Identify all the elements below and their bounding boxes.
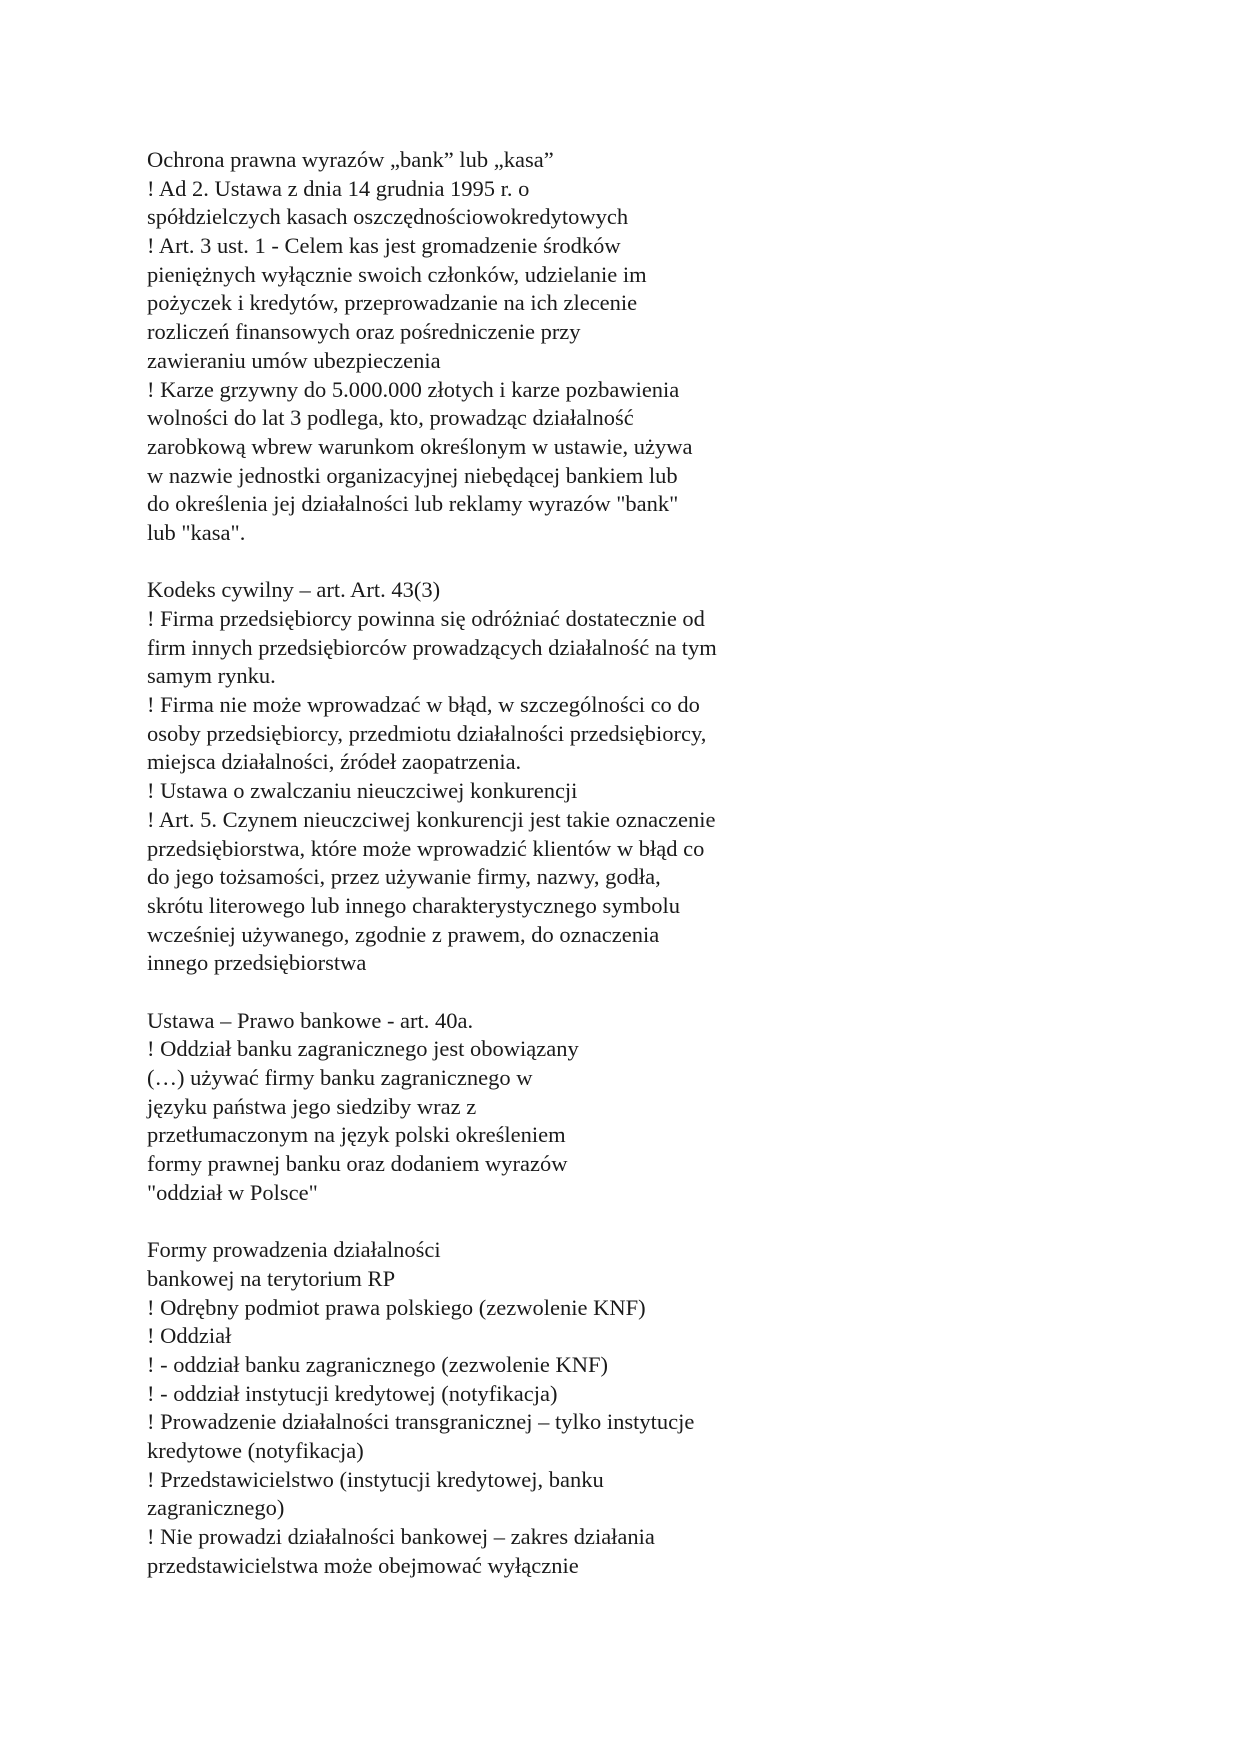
text-line: ! Oddział: [147, 1323, 232, 1349]
text-line: przetłumaczonym na język polski określeniem: [147, 1122, 566, 1148]
text-line: ! Art. 5. Czynem nieuczciwej konkurencji jest takie oznaczenie: [147, 806, 716, 832]
text-line: przedstawicielstwa może obejmować wyłącznie: [147, 1552, 579, 1578]
paragraph-gap: [147, 978, 847, 1007]
text-line: do jego tożsamości, przez używanie firmy, nazwy, godła,: [147, 864, 661, 890]
text-line: języku państwa jego siedziby wraz z: [147, 1093, 477, 1119]
text-line: ! Oddział banku zagranicznego jest obowiązany: [147, 1036, 579, 1062]
text-line: zarobkową wbrew warunkom określonym w ustawie, używa: [147, 433, 693, 459]
text-line: lub "kasa".: [147, 519, 246, 545]
text-line: ! Art. 3 ust. 1 - Celem kas jest gromadzenie środków: [147, 233, 621, 259]
section-heading: Ustawa – Prawo bankowe - art. 40a.: [147, 1007, 474, 1033]
text-line: pożyczek i kredytów, przeprowadzanie na ich zlecenie: [147, 290, 638, 316]
text-line: zawieraniu umów ubezpieczenia: [147, 347, 441, 373]
text-line: ! - oddział instytucji kredytowej (notyfikacja): [147, 1380, 558, 1406]
text-line: ! Odrębny podmiot prawa polskiego (zezwolenie KNF): [147, 1294, 646, 1320]
text-line: miejsca działalności, źródeł zaopatrzenia.: [147, 749, 522, 775]
section-ochrona-prawna: [147, 146, 847, 548]
text-line: ! Prowadzenie działalności transgranicznej – tylko instytucje: [147, 1409, 695, 1435]
text-line: (…) używać firmy banku zagranicznego w: [147, 1065, 533, 1090]
text-line: formy prawnej banku oraz dodaniem wyrazów: [147, 1151, 568, 1177]
section-heading: bankowej na terytorium RP: [147, 1265, 396, 1291]
section-formy-dzialalnosci: [147, 1236, 847, 1580]
paragraph-gap: [147, 548, 847, 577]
text-line: kredytowe (notyfikacja): [147, 1437, 364, 1463]
text-line: rozliczeń finansowych oraz pośredniczenie przy: [147, 319, 581, 345]
text-line: ! Firma nie może wprowadzać w błąd, w szczególności co do: [147, 692, 700, 718]
text-line: ! Przedstawicielstwo (instytucji kredytowej, banku: [147, 1466, 604, 1492]
section-heading: Formy prowadzenia działalności: [147, 1237, 441, 1263]
text-line: zagranicznego): [147, 1495, 285, 1521]
text-line: w nazwie jednostki organizacyjnej niebędącej bankiem lub: [147, 462, 678, 488]
text-line: firm innych przedsiębiorców prowadzących działalność na tym: [147, 634, 717, 660]
text-line: ! Nie prowadzi działalności bankowej – zakres działania: [147, 1524, 655, 1549]
text-line: osoby przedsiębiorcy, przedmiotu działalności przedsiębiorcy,: [147, 720, 707, 746]
section-heading: Kodeks cywilny – art. Art. 43(3): [147, 577, 441, 603]
text-line: wolności do lat 3 podlega, kto, prowadząc działalność: [147, 405, 634, 431]
paragraph-gap: [147, 1207, 847, 1236]
text-line: pieniężnych wyłącznie swoich członków, udzielanie im: [147, 261, 647, 287]
text-line: ! Firma przedsiębiorcy powinna się odróżniać dostatecznie od: [147, 606, 705, 631]
text-line: ! Ustawa o zwalczaniu nieuczciwej konkurencji: [147, 778, 578, 804]
text-line: "oddział w Polsce": [147, 1179, 318, 1205]
text-line: ! Karze grzywny do 5.000.000 złotych i karze pozbawienia: [147, 376, 680, 402]
text-line: spółdzielczych kasach oszczędnościowokredytowych: [147, 204, 629, 230]
section-kodeks-cywilny: [147, 576, 847, 978]
text-line: przedsiębiorstwa, które może wprowadzić klientów w błąd co: [147, 835, 705, 861]
text-line: skrótu literowego lub innego charakterystycznego symbolu: [147, 892, 680, 918]
document-body: [147, 146, 847, 1580]
text-line: do określenia jej działalności lub reklamy wyrazów "bank": [147, 491, 679, 517]
text-line: ! - oddział banku zagranicznego (zezwolenie KNF): [147, 1351, 609, 1377]
text-line: samym rynku.: [147, 663, 276, 689]
text-line: wcześniej używanego, zgodnie z prawem, do oznaczenia: [147, 921, 660, 947]
text-line: ! Ad 2. Ustawa z dnia 14 grudnia 1995 r. o: [147, 175, 530, 201]
section-prawo-bankowe: [147, 1007, 847, 1208]
text-line: innego przedsiębiorstwa: [147, 950, 367, 976]
section-heading: Ochrona prawna wyrazów „bank” lub „kasa”: [147, 147, 554, 172]
